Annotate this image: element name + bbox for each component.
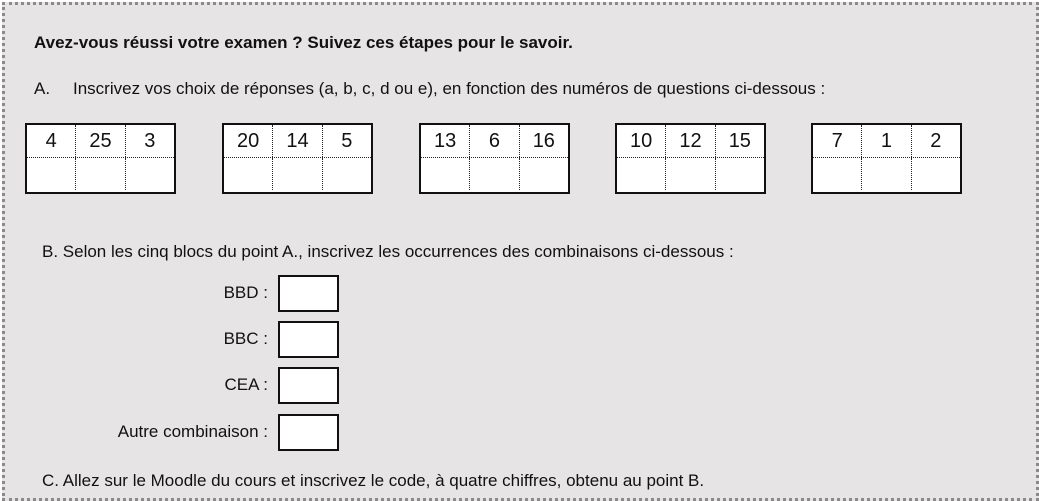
question-numbers-row	[617, 125, 764, 158]
question-number: 20	[237, 130, 260, 152]
answer-cell[interactable]	[911, 158, 960, 190]
answer-block-4	[615, 123, 766, 194]
combination-row-other	[98, 414, 339, 450]
section-a-instruction	[34, 79, 825, 99]
combination-count-box[interactable]	[278, 367, 339, 404]
combination-label: BBC :	[223, 329, 268, 348]
question-number: 14	[272, 125, 321, 157]
answer-cell[interactable]	[27, 158, 75, 190]
section-a-letter: A.	[34, 79, 51, 98]
answers-row	[224, 158, 371, 190]
answer-cell[interactable]	[813, 158, 861, 190]
question-number: 5	[322, 125, 371, 157]
answer-block-2	[222, 123, 373, 194]
answer-cell[interactable]	[469, 158, 518, 190]
combination-label: Autre combinaison :	[117, 422, 268, 441]
answer-block-1	[25, 123, 176, 194]
question-number: 16	[519, 125, 568, 157]
combination-count-box[interactable]	[278, 321, 339, 358]
question-number: 10	[630, 130, 653, 152]
combination-row-cea	[98, 367, 339, 403]
answers-row	[27, 158, 174, 190]
answer-cell[interactable]	[322, 158, 371, 190]
question-number: 1	[861, 125, 910, 157]
answer-block-3	[419, 123, 570, 194]
question-numbers-row	[813, 125, 960, 158]
question-numbers-row	[224, 125, 371, 158]
answer-cell[interactable]	[861, 158, 910, 190]
answers-row	[421, 158, 568, 190]
question-number: 12	[665, 125, 714, 157]
question-number: 6	[469, 125, 518, 157]
answer-cell[interactable]	[75, 158, 124, 190]
question-numbers-row	[421, 125, 568, 158]
question-number: 15	[715, 125, 764, 157]
section-b-instruction: B. Selon les cinq blocs du point A., inscrivez les occurrences des combinaisons ci-dessous :	[42, 242, 734, 261]
question-numbers-row	[27, 125, 174, 158]
answer-cell[interactable]	[224, 158, 272, 190]
section-c-instruction: C. Allez sur le Moodle du cours et inscrivez le code, à quatre chiffres, obtenu au point B.	[42, 471, 705, 490]
answer-cell[interactable]	[715, 158, 764, 190]
question-number: 2	[911, 125, 960, 157]
answer-block-5	[811, 123, 962, 194]
answer-cell[interactable]	[519, 158, 568, 190]
answers-row	[617, 158, 764, 190]
question-number: 25	[75, 125, 124, 157]
combination-label: CEA :	[224, 375, 268, 394]
answer-cell[interactable]	[421, 158, 469, 190]
combination-label: BBD :	[223, 283, 268, 302]
section-a-text: Inscrivez vos choix de réponses (a, b, c, d ou e), en fonction des numéros de questions ci-dessous :	[73, 79, 826, 98]
answer-cell[interactable]	[617, 158, 665, 190]
answer-cell[interactable]	[272, 158, 321, 190]
question-number: 13	[434, 130, 457, 152]
question-number: 7	[831, 130, 843, 152]
combination-row-bbd	[98, 275, 339, 311]
combination-count-box[interactable]	[278, 275, 339, 312]
worksheet-frame	[2, 2, 1039, 501]
combination-row-bbc	[98, 321, 339, 357]
worksheet-title: Avez-vous réussi votre examen ? Suivez ces étapes pour le savoir.	[34, 33, 573, 52]
question-number: 3	[125, 125, 174, 157]
answer-cell[interactable]	[665, 158, 714, 190]
question-number: 4	[45, 130, 57, 152]
answers-row	[813, 158, 960, 190]
answer-cell[interactable]	[125, 158, 174, 190]
combination-count-box[interactable]	[278, 414, 339, 451]
